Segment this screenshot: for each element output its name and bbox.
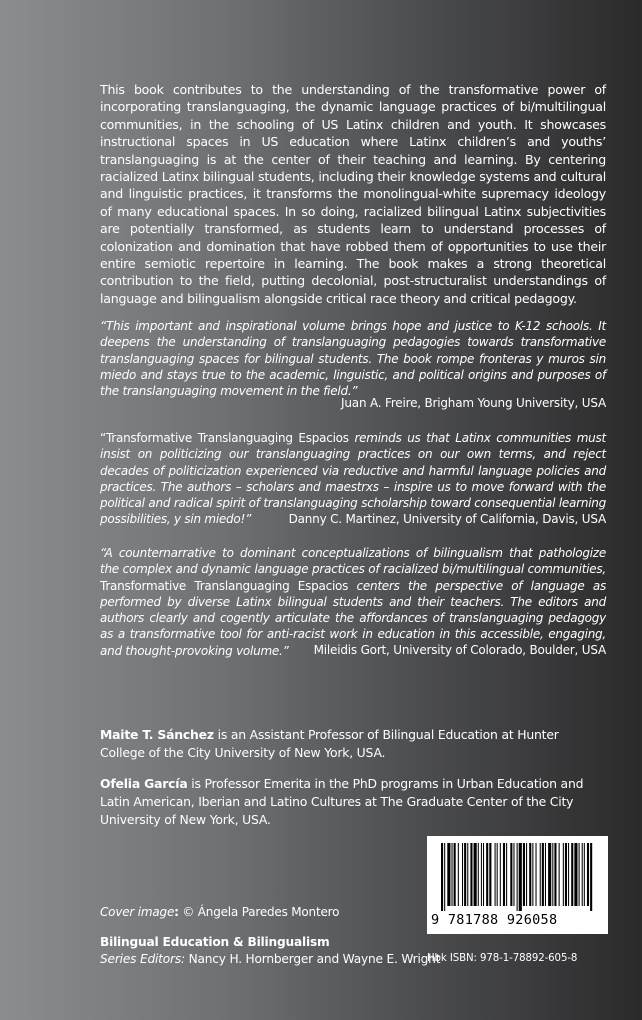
barcode-bar bbox=[554, 843, 556, 906]
barcode-bar bbox=[486, 843, 488, 906]
book-description: This book contributes to the understanding of the transformative power of incorporating translanguaging, the dynamic language practices of bi/multilingual communities, in the schooling of US Latinx children and youth. It showcases instructional spaces in US education where Latinx children’s and youths’ translanguaging is at the center of their teaching and learning. By centering racialized Latinx bilingual students, including their knowledge systems and cultural and linguistic practices, it transforms the monolingual-white supremacy ideology of many educational spaces. In so doing, racialized bilingual Latinx subjectivities are potentially transformed, as students learn to understand processes of colonization and domination that have robbed them of opportunities to use their entire semiotic repertoire in learning. The book makes a strong theoretical contribution to the field, putting decolonial, post-structuralist understandings of language and bilingualism alongside critical race theory and critical pedagogy. bbox=[100, 82, 606, 306]
author-name: Ofelia García bbox=[100, 776, 188, 791]
barcode-bar bbox=[587, 843, 589, 906]
barcode-bar bbox=[500, 843, 501, 906]
barcode-bar bbox=[552, 843, 553, 906]
barcode-bar bbox=[574, 843, 577, 906]
quote-text: “A counternarrative to dominant conceptualizations of bilingualism that pathologize the complex and dynamic language practices of racialized bi/multilingual communities, bbox=[100, 546, 606, 577]
series-editors-names: Nancy H. Hornberger and Wayne E. Wright bbox=[184, 952, 441, 966]
barcode-bar bbox=[452, 843, 453, 906]
barcode-bar bbox=[545, 843, 546, 906]
endorsement-quote: “This important and inspirational volume brings hope and justice to K-12 schools. It deepens the understanding of translanguaging pedagogies towards transformative translanguaging spaces for bilingual students. The book rompe fronteras y muros sin miedo and stays true to the academic, linguistic, and political origins and purposes of the translanguaging movement in the field.” bbox=[100, 319, 606, 399]
quote-text: centers the perspective of language as performed by diverse Latinx bilingual students and their teachers. The editors and authors clearly and cogently articulate the affordances of translanguaging pedagogy as a transformative tool for anti-racist work in education in this accessible, engaging, and thought-provoking volume.” bbox=[100, 578, 606, 658]
barcode-bar bbox=[536, 843, 537, 906]
barcode-bar bbox=[510, 843, 512, 906]
cover-credit bbox=[100, 905, 339, 919]
quote-text: reminds us that Latinx communities must insist on politicizing our translanguaging practices on our own terms, and reject decades of politicization experienced via reductive and harmful language policies and practices. The authors – scholars and maestrxs – inspire us to move forward with the political and radical spirit of translanguaging scholarship toward consequential learning possibilities, y sin miedo!” bbox=[100, 431, 606, 527]
endorsement-attribution: Juan A. Freire, Brigham Young University, USA bbox=[341, 396, 606, 410]
barcode-bar bbox=[519, 843, 522, 911]
barcode-bar bbox=[517, 843, 518, 911]
barcode-bar bbox=[571, 843, 573, 906]
author-bio bbox=[100, 726, 606, 762]
author-name: Maite T. Sánchez bbox=[100, 727, 214, 742]
barcode-bar bbox=[481, 843, 482, 906]
barcode-bar bbox=[497, 843, 498, 906]
quote-open-mark: “ bbox=[100, 431, 106, 445]
isbn-number: Hbk ISBN: 978-1-78892-605-8 bbox=[427, 953, 578, 964]
cover-credit-name: © Ángela Paredes Montero bbox=[178, 905, 340, 919]
barcode-bar bbox=[559, 843, 560, 906]
author-bio bbox=[100, 775, 606, 829]
barcode-bar bbox=[529, 843, 531, 906]
barcode-digits: 9 781788 926058 bbox=[431, 912, 558, 928]
barcode-bar bbox=[447, 843, 450, 906]
barcode-bar bbox=[462, 843, 463, 906]
barcode-bar bbox=[441, 843, 443, 911]
barcode-bar bbox=[563, 843, 564, 906]
barcode-bar bbox=[470, 843, 472, 906]
series-editors-label: Series Editors: bbox=[100, 952, 185, 966]
barcode-bar bbox=[467, 843, 468, 906]
barcode-bar bbox=[503, 843, 505, 906]
barcode-bar bbox=[540, 843, 541, 906]
barcode-bar bbox=[542, 843, 544, 906]
barcode-bar bbox=[568, 843, 569, 906]
barcode-bar bbox=[590, 843, 592, 911]
barcode-bar bbox=[513, 843, 514, 906]
cover-credit-colon: : bbox=[174, 905, 179, 919]
barcode-bar bbox=[444, 843, 445, 911]
barcode-bar bbox=[582, 843, 583, 906]
author-bio-text: is Professor Emerita in the PhD programs in Urban Education and Latin American, Iberian and Latino Cultures at The Graduate Center of the City University of New York, USA. bbox=[100, 776, 584, 827]
barcode-bar bbox=[526, 843, 527, 906]
quoted-book-title: Transformative Translanguaging Espacios bbox=[105, 431, 349, 445]
isbn-barcode bbox=[427, 836, 608, 934]
barcode-bar bbox=[454, 843, 456, 906]
barcode-bar bbox=[464, 843, 466, 906]
barcode-bar bbox=[523, 843, 525, 906]
quoted-book-title: Transformative Translanguaging Espacios bbox=[100, 578, 349, 593]
barcode-bars bbox=[441, 843, 594, 911]
barcode-bar bbox=[474, 843, 477, 906]
cover-credit-label: Cover image bbox=[100, 905, 175, 919]
barcode-bar bbox=[458, 843, 459, 906]
series-title: Bilingual Education & Bilingualism bbox=[100, 935, 330, 949]
barcode-bar bbox=[489, 843, 491, 906]
author-bio-text: is an Assistant Professor of Bilingual Education at Hunter College of the City University of New York, USA. bbox=[100, 727, 559, 760]
series-info bbox=[100, 934, 440, 968]
barcode-bar bbox=[483, 843, 484, 906]
barcode-bar bbox=[478, 843, 479, 906]
barcode-bar bbox=[565, 843, 567, 906]
barcode-bar bbox=[495, 843, 496, 906]
barcode-bar bbox=[584, 843, 585, 906]
series-editors bbox=[100, 951, 440, 968]
barcode-bar bbox=[579, 843, 580, 906]
endorsement-attribution: Mileidis Gort, University of Colorado, Boulder, USA bbox=[313, 643, 606, 657]
barcode-bar bbox=[506, 843, 507, 906]
barcode-bar bbox=[532, 843, 533, 906]
endorsement-attribution: Danny C. Martinez, University of California, Davis, USA bbox=[288, 512, 606, 526]
barcode-bar bbox=[548, 843, 551, 906]
